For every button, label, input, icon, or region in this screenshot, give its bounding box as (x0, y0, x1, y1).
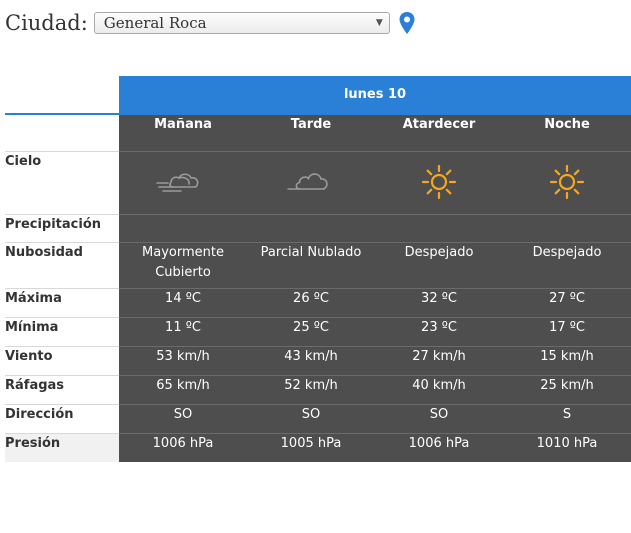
table-cell: SO (375, 405, 503, 434)
table-cell: 53 km/h (119, 347, 247, 376)
row-label: Nubosidad (5, 243, 119, 289)
table-cell (119, 215, 247, 243)
row-label: Dirección (5, 405, 119, 434)
table-cell: 15 km/h (503, 347, 631, 376)
table-cell: SO (119, 405, 247, 434)
sun-icon (421, 164, 457, 200)
table-cell: 1010 hPa (503, 434, 631, 463)
table-cell: 23 ºC (375, 318, 503, 347)
table-cell: 1006 hPa (119, 434, 247, 463)
row-label: Precipitación (5, 215, 119, 243)
table-cell (247, 215, 375, 243)
triangle-down-icon: ▼ (375, 18, 383, 28)
table-cell: 27 ºC (503, 289, 631, 318)
table-cell: Despejado (375, 243, 503, 289)
table-cell: 25 km/h (503, 376, 631, 405)
table-row (5, 243, 631, 289)
table-cell: 17 ºC (503, 318, 631, 347)
period-header: Noche (503, 114, 631, 152)
table-cell: 11 ºC (119, 318, 247, 347)
row-label: Máxima (5, 289, 119, 318)
table-cell: 25 ºC (247, 318, 375, 347)
table-cell: 27 km/h (375, 347, 503, 376)
table-corner (5, 76, 119, 114)
table-cell: S (503, 405, 631, 434)
table-cell (503, 215, 631, 243)
table-cell: 26 ºC (247, 289, 375, 318)
row-label: Presión (5, 434, 119, 463)
period-header: Tarde (247, 114, 375, 152)
city-select[interactable] (94, 12, 390, 34)
period-header: Atardecer (375, 114, 503, 152)
city-select-value: General Roca (103, 14, 207, 32)
sky-cell (503, 152, 631, 215)
cloudy-wind-icon (155, 165, 211, 199)
period-header: Mañana (119, 114, 247, 152)
table-corner (5, 114, 119, 152)
table-cell: SO (247, 405, 375, 434)
table-cell: 1005 hPa (247, 434, 375, 463)
table-cell: 32 ºC (375, 289, 503, 318)
row-label: Viento (5, 347, 119, 376)
row-label: Cielo (5, 152, 119, 215)
sky-cell (375, 152, 503, 215)
table-row (5, 215, 631, 243)
table-cell: 1006 hPa (375, 434, 503, 463)
sun-icon (549, 164, 585, 200)
table-cell: 14 ºC (119, 289, 247, 318)
table-row (5, 376, 631, 405)
table-row (5, 405, 631, 434)
forecast-table (5, 76, 631, 462)
sky-cell (119, 152, 247, 215)
table-cell (375, 215, 503, 243)
table-cell: Mayormente Cubierto (119, 243, 247, 289)
day-header: lunes 10 (119, 76, 631, 114)
table-row (5, 434, 631, 463)
table-cell: Parcial Nublado (247, 243, 375, 289)
table-row (5, 318, 631, 347)
table-cell: 52 km/h (247, 376, 375, 405)
table-row (5, 347, 631, 376)
partly-cloudy-icon (286, 165, 336, 199)
table-cell: 43 km/h (247, 347, 375, 376)
table-row (5, 289, 631, 318)
row-label: Mínima (5, 318, 119, 347)
map-pin-icon[interactable] (398, 11, 416, 35)
table-cell: 40 km/h (375, 376, 503, 405)
table-cell: 65 km/h (119, 376, 247, 405)
city-label: Ciudad: (5, 11, 88, 35)
table-cell: Despejado (503, 243, 631, 289)
sky-cell (247, 152, 375, 215)
row-label: Ráfagas (5, 376, 119, 405)
city-selector-bar (5, 6, 416, 40)
table-row (5, 152, 631, 215)
